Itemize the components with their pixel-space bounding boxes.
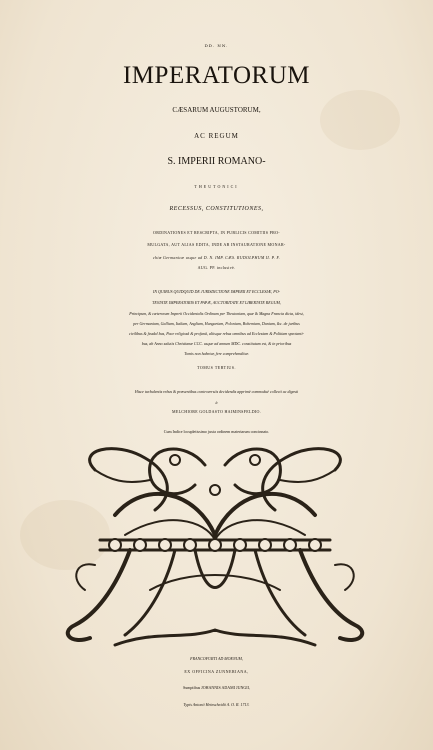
ordinationes-line-4: AUG. PP. inclusivè. — [197, 265, 236, 270]
ordinationes-line-2: MULGATA, AUT ALIAS EDITA, INDE AB INSTAURATIONE MONAR- — [147, 242, 286, 247]
quibus-line-5: civilibus & feudal bus, Pace religiosâ & profanâ, aliisque rebus omnibus ad Ecclesiam & Politiam spectanti- — [129, 331, 304, 336]
quibus-line-2: TESTATE IMPERATORIS ET PAPÆ, AUCTORITATE ET LIBERTATE REGUM, — [152, 300, 281, 305]
typis-line: Typis Antonii Heinscheidii A. O. R. 1713. — [183, 702, 250, 707]
title-recessus: RECESSUS, CONSTITUTIONES, — [169, 206, 264, 212]
quibus-line-1: IN QUIBUS QUIDQUID DE JURISDICTIONE IMPERII ET ECCLESIÆ, PO- — [153, 289, 280, 294]
dd-nn-line: DD. NN. — [204, 43, 229, 48]
hisce-line: Hisce turbulentis rebus & præsentibus controversiis decidendis apprimè commoduè collecti ac digesti — [134, 389, 299, 394]
quibus-line-3: Principum, & cæterorum Imperii Occidentalis Ordinum per Theutoniam, quæ & Magna Francia dicta, idest, — [129, 311, 304, 316]
sumptibus-line: Sumptibus JOHANNIS ADAMI JUNGII, — [183, 685, 250, 690]
main-title-imperatorum: IMPERATORUM — [122, 62, 311, 89]
officina-line: EX OFFICINA ZUNNERIANA, — [184, 669, 249, 674]
quibus-line-6: bus, ab Anno salutis Christianæ CCC. usque ad annum MDC. constitutum est, & in prioribus — [141, 341, 292, 346]
indice-line: Cum Indice locupletissimo juxta ordinem materiarum concinnato. — [163, 429, 270, 434]
quibus-line-4: per Germaniam, Galliam, Italiam, Angliam, Hungariam, Poloniam, Bohemiam, Daniam, &c. de juribus — [133, 321, 300, 326]
title-ac-regum: AC REGUM — [194, 132, 239, 140]
ordinationes-line-3: chiæ Germanicæ usque ad D. N. IMP. CÆS. RUDOLPHUM II. P. F. — [152, 255, 281, 260]
quibus-line-7: Tomis non habetur, fere comprehenditur. — [184, 351, 249, 356]
monogram-ornament-icon — [55, 440, 375, 650]
title-s-imperii: S. IMPERII ROMANO- — [167, 156, 266, 167]
title-caesarum: CÆSARUM AUGUSTORUM, — [172, 106, 261, 114]
title-theutonici: THEUTONICI — [194, 184, 239, 189]
author-melchiore: MELCHIORE GOLDASTO HAIMINSFELDIO. — [171, 409, 262, 414]
ordinationes-line-1: ORDINATIONES ET RESCRIPTA, IN PUBLICIS COMITIIS PRO- — [153, 230, 280, 235]
paper-stain — [320, 90, 400, 150]
a-line: à — [215, 400, 218, 405]
tomus-tertius: TOMUS TERTIUS. — [196, 365, 237, 370]
francofurti-line: FRANCOFURTI AD MOENUM, — [190, 656, 243, 661]
